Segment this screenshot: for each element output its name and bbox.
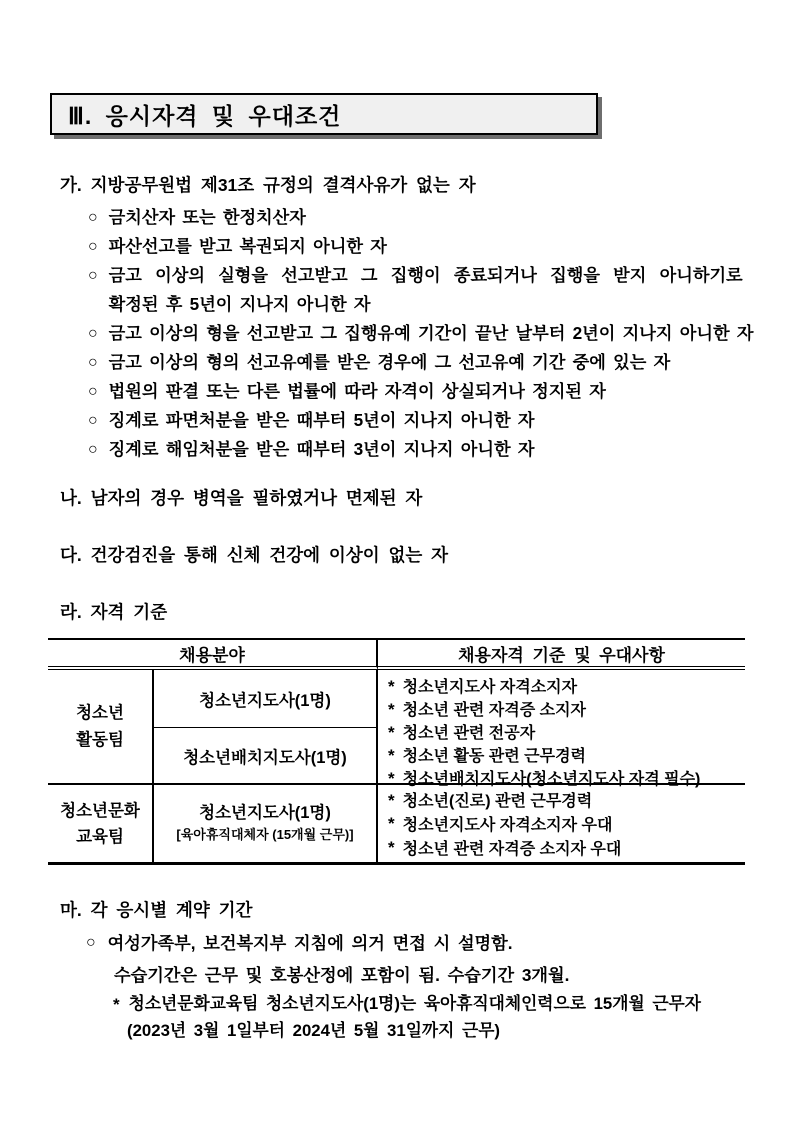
ma-line-guideline-text: 여성가족부, 보건복지부 지침에 의거 면접 시 설명함. bbox=[107, 933, 513, 953]
qual-text: 청소년배치지도사(청소년지도사 자격 필수) bbox=[402, 771, 701, 788]
list-item-text bbox=[109, 261, 743, 319]
ma-note-substitute bbox=[113, 992, 701, 1016]
circle-bullet-icon: ○ bbox=[88, 383, 98, 400]
disqualification-list bbox=[88, 203, 754, 464]
table-header-qualification: 채용자격 기준 및 우대사항 bbox=[378, 640, 745, 670]
position-title: 청소년지도사(1명) bbox=[199, 803, 331, 822]
list-item-text: 금고 이상의 형의 선고유예를 받은 경우에 그 선고유예 기간 중에 있는 자 bbox=[108, 352, 671, 372]
cell-position-youth-leader-substitute bbox=[154, 785, 378, 862]
asterisk-bullet-icon: * bbox=[388, 676, 395, 696]
circle-bullet-icon: ○ bbox=[88, 412, 98, 429]
section-da-heading: 다. 건강검진을 통해 신체 건강에 이상이 없는 자 bbox=[60, 545, 449, 565]
list-item bbox=[88, 348, 748, 377]
circle-bullet-icon: ○ bbox=[88, 441, 98, 458]
list-item bbox=[88, 203, 748, 232]
qualification-table bbox=[48, 638, 745, 865]
cell-team-youth-activity bbox=[48, 670, 154, 785]
section-title-box bbox=[50, 93, 598, 135]
cell-team-youth-culture-education bbox=[48, 785, 154, 862]
list-item-text: 징계로 파면처분을 받은 때부터 5년이 지나지 아니한 자 bbox=[108, 410, 535, 430]
table-header-recruit-field: 채용분야 bbox=[48, 640, 378, 670]
list-item-line2: 확정된 후 5년이 지나지 아니한 자 bbox=[108, 294, 371, 314]
cell-position-youth-placement-leader: 청소년배치지도사(1명) bbox=[154, 728, 378, 785]
list-item bbox=[88, 319, 754, 348]
team-name-line1: 청소년문화 bbox=[60, 801, 140, 820]
list-item-text: 금고 이상의 형을 선고받고 그 집행유예 기간이 끝난 날부터 2년이 지나지 아니한 자 bbox=[108, 323, 754, 343]
circle-bullet-icon: ○ bbox=[88, 238, 98, 255]
list-item-text: 징계로 해임처분을 받은 때부터 3년이 지나지 아니한 자 bbox=[108, 439, 535, 459]
asterisk-bullet-icon: * bbox=[388, 699, 395, 719]
cell-quals-group2 bbox=[378, 785, 745, 862]
list-item bbox=[88, 377, 748, 406]
asterisk-bullet-icon: * bbox=[388, 768, 395, 788]
list-item-line1: 금고 이상의 실형을 선고받고 그 집행이 종료되거나 집행을 받지 아니하기로 bbox=[108, 265, 743, 285]
list-item bbox=[88, 232, 748, 261]
list-item bbox=[88, 261, 748, 319]
cell-quals-group1 bbox=[378, 670, 745, 788]
asterisk-bullet-icon: * bbox=[388, 722, 395, 742]
circle-bullet-icon: ○ bbox=[88, 267, 98, 284]
circle-bullet-icon: ○ bbox=[88, 325, 98, 342]
qual-line bbox=[388, 743, 741, 766]
asterisk-bullet-icon: * bbox=[388, 745, 395, 765]
qual-line bbox=[388, 788, 741, 811]
qual-text: 청소년 관련 자격증 소지자 우대 bbox=[402, 840, 622, 858]
qual-text: 청소년 관련 자격증 소지자 bbox=[402, 702, 586, 719]
qual-text: 청소년지도사 자격소지자 bbox=[402, 679, 578, 696]
ma-line-guideline bbox=[86, 931, 513, 955]
asterisk-bullet-icon: * bbox=[388, 814, 395, 834]
qual-text: 청소년(진로) 관련 근무경력 bbox=[402, 793, 593, 811]
qual-line bbox=[388, 836, 741, 859]
list-item-text: 금치산자 또는 한정치산자 bbox=[108, 207, 306, 227]
ma-note-substitute-text: 청소년문화교육팀 청소년지도사(1명)는 육아휴직대체인력으로 15개월 근무자 bbox=[128, 994, 701, 1013]
section-title: Ⅲ. 응시자격 및 우대조건 bbox=[68, 102, 342, 129]
qual-text: 청소년 관련 전공자 bbox=[402, 725, 536, 742]
list-item bbox=[88, 406, 748, 435]
list-item-text: 파산선고를 받고 복권되지 아니한 자 bbox=[108, 236, 387, 256]
cell-position-youth-leader: 청소년지도사(1명) bbox=[154, 670, 378, 728]
position-note: [육아휴직대체자 (15개월 근무)] bbox=[176, 826, 354, 842]
team-name-line2: 교육팀 bbox=[76, 827, 124, 846]
section-ra-heading: 라. 자격 기준 bbox=[60, 602, 168, 622]
circle-bullet-icon: ○ bbox=[88, 354, 98, 371]
qual-line bbox=[388, 812, 741, 835]
asterisk-bullet-icon: * bbox=[388, 838, 395, 858]
qual-line bbox=[388, 697, 741, 720]
section-na-heading: 나. 남자의 경우 병역을 필하였거나 면제된 자 bbox=[60, 488, 423, 508]
qual-line bbox=[388, 674, 741, 697]
ma-line-probation: 수습기간은 근무 및 호봉산정에 포함이 됨. 수습기간 3개월. bbox=[114, 965, 570, 985]
qual-text: 청소년지도사 자격소지자 우대 bbox=[402, 816, 613, 834]
team-name-line2: 활동팀 bbox=[76, 730, 124, 749]
ma-note-period: (2023년 3월 1일부터 2024년 5월 31일까지 근무) bbox=[127, 1021, 501, 1040]
circle-bullet-icon: ○ bbox=[86, 934, 96, 951]
list-item bbox=[88, 435, 748, 464]
list-item-text: 법원의 판결 또는 다른 법률에 따라 자격이 상실되거나 정지된 자 bbox=[108, 381, 606, 401]
section-ma-heading: 마. 각 응시별 계약 기간 bbox=[60, 900, 253, 920]
qual-text: 청소년 활동 관련 근무경력 bbox=[402, 748, 586, 765]
team-name-line1: 청소년 bbox=[76, 703, 124, 722]
qual-line bbox=[388, 720, 741, 743]
asterisk-bullet-icon: * bbox=[113, 995, 120, 1014]
section-ga-heading: 가. 지방공무원법 제31조 규정의 결격사유가 없는 자 bbox=[60, 175, 476, 195]
asterisk-bullet-icon: * bbox=[388, 790, 395, 810]
circle-bullet-icon: ○ bbox=[88, 209, 98, 226]
